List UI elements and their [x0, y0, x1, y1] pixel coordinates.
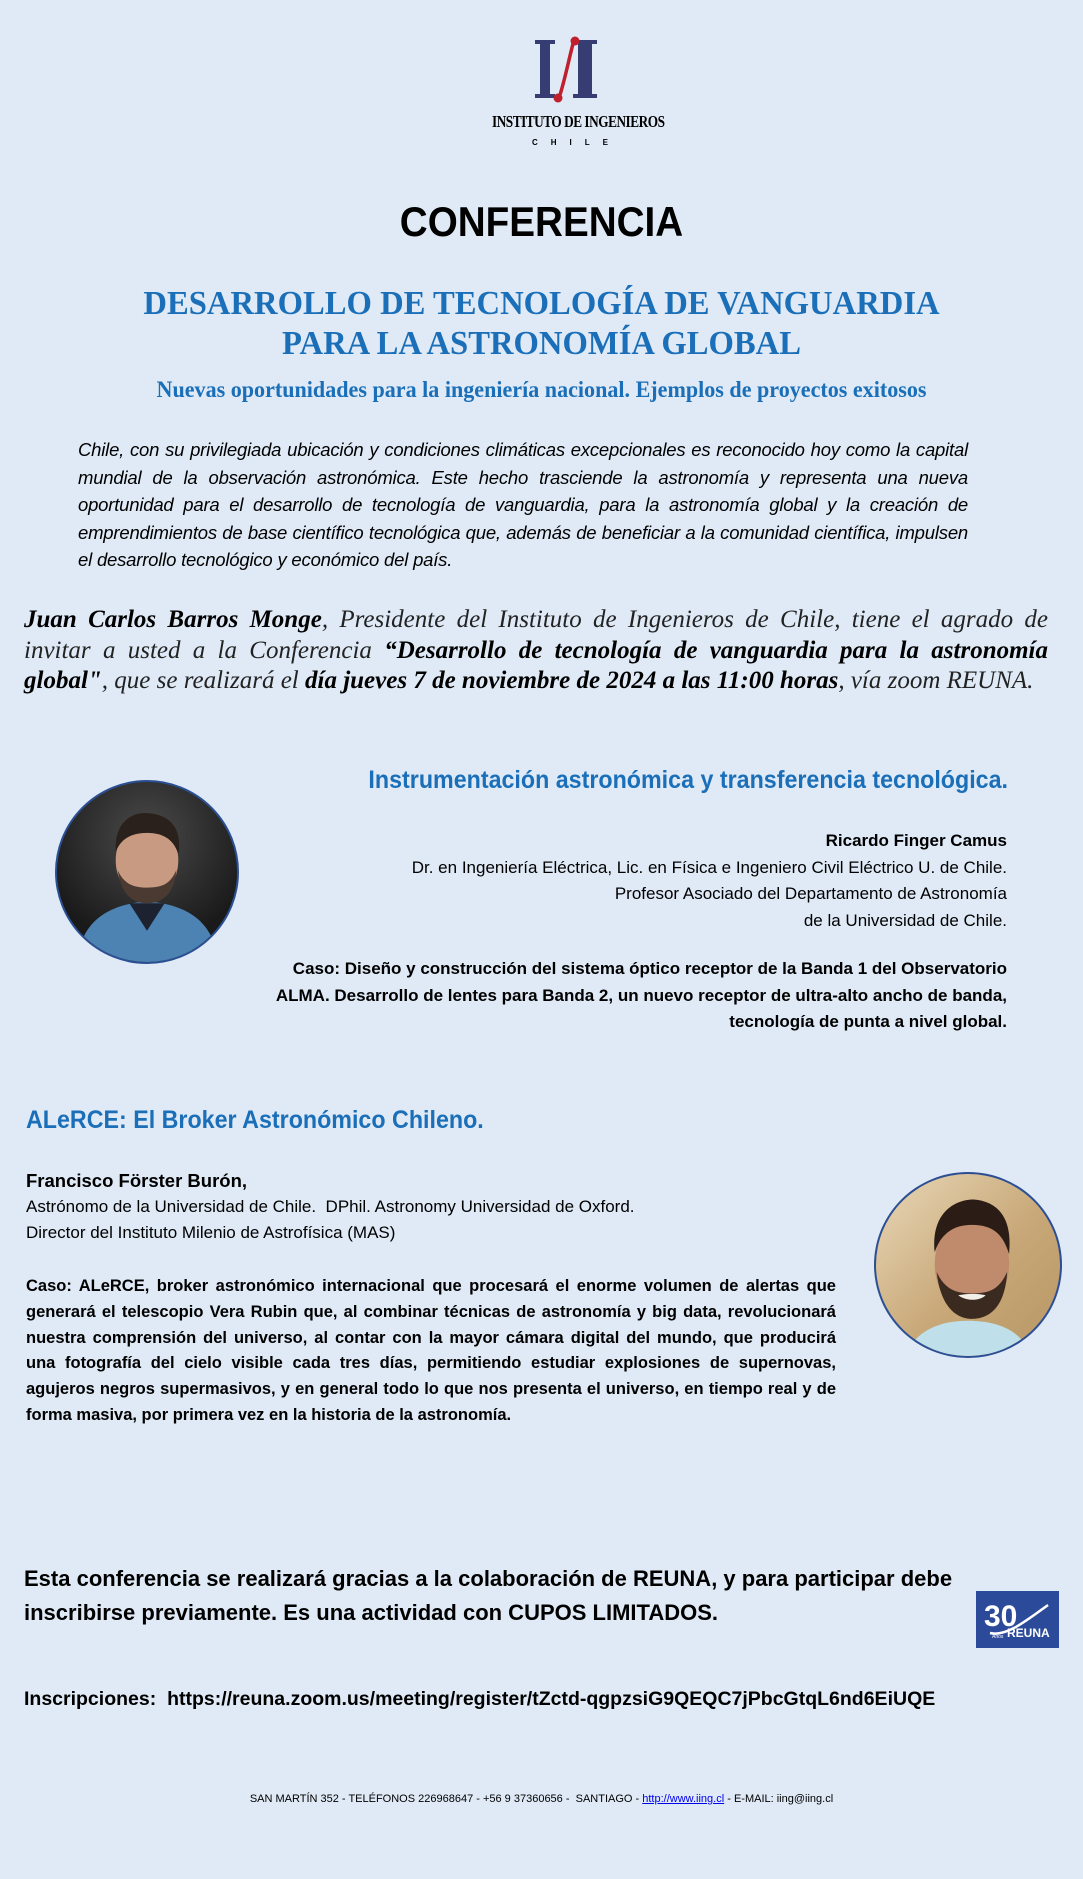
- person-portrait-icon: [876, 1174, 1060, 1356]
- talk-1-title: [294, 766, 1008, 795]
- invitation-text-3: , vía zoom REUNA.: [838, 667, 1034, 694]
- reuna-logo-number: 30: [984, 1600, 1018, 1633]
- invitation-text-1: , Presidente del Instituto de Ingenieros de Chile, tiene el agrado de invitar a usted a la Conferencia: [24, 606, 1048, 664]
- intro-paragraph: Chile, con su privilegiada ubicación y condiciones climáticas excepcionales es reconocido hoy como la capital mundial de la observación astronómica. Este hecho trasciende la astronomía y representa una nueva oportunidad para el desarrollo de tecnología de vanguardia, para la astronomía global y la creación de emprendimientos de base científico tecnológica que, además de beneficiar a la comunidad científica, impulsen el desarrollo tecnológico y económico del país.: [78, 439, 968, 570]
- conference-title: [22, 284, 1062, 364]
- talk-2-title: [26, 1106, 677, 1135]
- reuna-logo-name: REUNA: [1007, 1626, 1050, 1640]
- talk-1-title-period: .: [1001, 766, 1008, 794]
- talk-2-speaker-name: Francisco Förster Burón,: [26, 1170, 248, 1191]
- speaker-photo-ricardo-finger: [55, 780, 239, 964]
- person-portrait-icon: [57, 782, 237, 962]
- talk-2-case: Caso: ALeRCE, broker astronómico internacional que procesará el enorme volumen de alertas que generará el telescopio Vera Rubin que, al combinar técnicas de astronomía y big data, revolucionará nuestra comprensión del universo, al contar con la mayor cámara digital del mundo, que producirá una fotografía del cielo visible cada tres días, permitiendo estudiar explosiones de supernovas, agujeros negros supermasivos, y en general todo lo que nos presenta el universo, en tiempo real y de forma masiva, por primera vez en la historia de la astronomía.: [26, 1277, 836, 1424]
- registration-label: Inscripciones:: [24, 1688, 157, 1710]
- talk-1-credential: de la Universidad de Chile.: [803, 910, 1007, 930]
- talk-2-title-text: ALeRCE: El Broker Astronómico Chileno: [26, 1106, 478, 1134]
- host-name: Juan Carlos Barros Monge: [24, 606, 322, 633]
- talk-1-speaker-name: Ricardo Finger Camus: [825, 831, 1007, 850]
- talk-1-speaker-block: [300, 828, 1007, 934]
- talk-1-credential: Profesor Asociado del Departamento de Astronomía: [614, 884, 1007, 903]
- registration-link[interactable]: https://reuna.zoom.us/meeting/register/tZctd-qgpzsiG9QEQC7jPbcGtqL6nd6EiUQE: [167, 1688, 936, 1710]
- closing-note: Esta conferencia se realizará gracias a la colaboración de REUNA, y para participar debe inscribirse previamente. Es una actividad con CUPOS LIMITADOS.: [24, 1566, 953, 1625]
- institute-logo: [470, 36, 670, 156]
- footer-address: SAN MARTÍN 352 - TELÉFONOS 226968647 - +56 9 37360656 - SANTIAGO -: [249, 1793, 643, 1805]
- talk-1-credential: Dr. en Ingeniería Eléctrica, Lic. en Física e Ingeniero Civil Eléctrico U. de Chile.: [411, 857, 1007, 877]
- conference-label: CONFERENCIA: [399, 198, 684, 245]
- footer-contact: [0, 1793, 1083, 1805]
- institute-logo-mark-icon: [535, 36, 601, 104]
- reuna-logo-small: Años: [992, 1634, 1004, 1640]
- conference-subtitle: Nuevas oportunidades para la ingeniería nacional. Ejemplos de proyectos exitosos: [156, 377, 927, 402]
- event-datetime: día jueves 7 de noviembre de 2024 a las 11:00 horas: [305, 667, 839, 694]
- talk-2-title-period: .: [477, 1106, 484, 1134]
- invitation-text-2: , que se realizará el: [101, 667, 305, 694]
- reuna-logo-icon: [976, 1591, 1059, 1648]
- footer-email: - E-MAIL: iing@iing.cl: [724, 1793, 834, 1805]
- talk-2-speaker-block: [26, 1168, 826, 1246]
- reuna-30-logo: [976, 1591, 1059, 1648]
- registration-line: [24, 1688, 1074, 1711]
- invitation-conference-name: “Desarrollo de tecnología de vanguardia para la astronomía global": [24, 636, 1048, 694]
- footer-website-link[interactable]: http://www.iing.cl: [642, 1793, 725, 1805]
- talk-1-case: Caso: Diseño y construcción del sistema óptico receptor de la Banda 1 del Observatorio ALMA. Desarrollo de lentes para Banda 2, un nuevo receptor de ultra-alto ancho de banda, tecnología de punta a nivel global.: [275, 959, 1007, 1031]
- invitation-paragraph: [24, 605, 1048, 697]
- conference-title-line-1: DESARROLLO DE TECNOLOGÍA DE VANGUARDIA: [143, 285, 940, 322]
- talk-1-title-text: Instrumentación astronómica y transferencia tecnológica: [368, 766, 1002, 794]
- talk-2-credential: Director del Instituto Milenio de Astrofísica (MAS): [26, 1223, 396, 1242]
- conference-title-line-2: PARA LA ASTRONOMÍA GLOBAL: [281, 325, 802, 362]
- institute-country: CHILE: [532, 138, 621, 147]
- speaker-photo-francisco-forster: [874, 1172, 1062, 1358]
- institute-wordmark: INSTITUTO DE INGENIEROS: [492, 112, 665, 131]
- talk-2-credential: Astrónomo de la Universidad de Chile. DPhil. Astronomy Universidad de Oxford.: [26, 1197, 635, 1216]
